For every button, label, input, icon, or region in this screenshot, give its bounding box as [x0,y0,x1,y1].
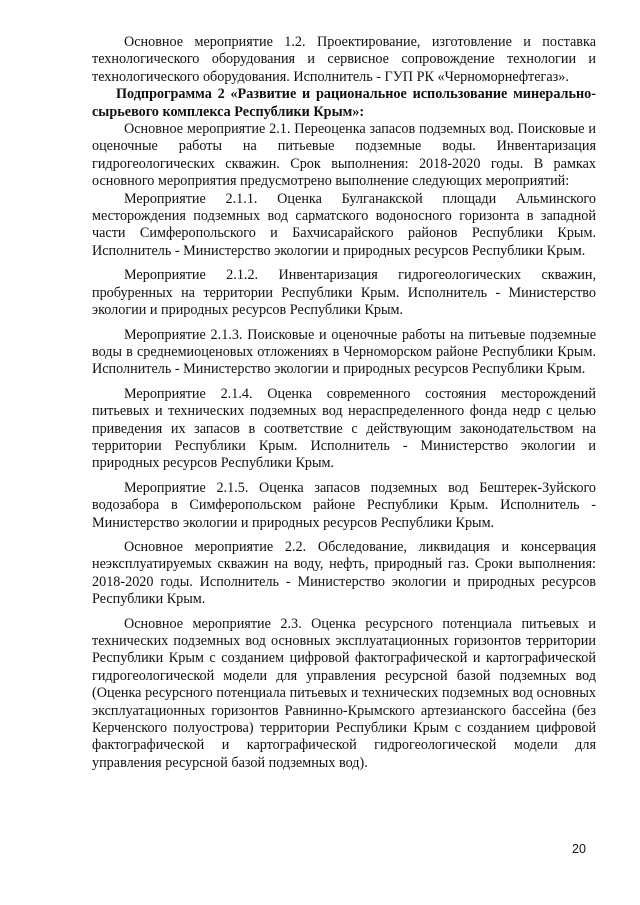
paragraph-event-2-1-2: Мероприятие 2.1.2. Инвентаризация гидрогеологических скважин, пробуренных на территории Республики Крым. Исполнитель - Министерство экологии и природных ресурсов Республики Крым. [92,267,596,319]
paragraph-event-2-1-5: Мероприятие 2.1.5. Оценка запасов подземных вод Бештерек-Зуйского водозабора в Симферопольском районе Республики Крым. Исполнитель - Министерство экологии и природных ресурсов Республики Крым. [92,479,596,531]
paragraph-main-event-2-1: Основное мероприятие 2.1. Переоценка запасов подземных вод. Поисковые и оценочные работы на питьевые подземные воды. Инвентаризация гидрогеологических скважин. Срок выполнения: 2018-2020 годы. В рамках основного мероприятия предусмотрено выполнение следующих мероприятий: [92,121,596,190]
page-number: 20 [572,842,586,856]
paragraph-event-2-1-4: Мероприятие 2.1.4. Оценка современного состояния месторождений питьевых и технических подземных вод нераспределенного фонда недр с целью приведения их запасов в соответствие с действующим законодательством на территории Республики Крым. Исполнитель - Министерство экологии и природных ресурсов Республики Крым. [92,385,596,472]
paragraph-event-2-1-3: Мероприятие 2.1.3. Поисковые и оценочные работы на питьевые подземные воды в среднемиоценовых отложениях в Черноморском районе Республики Крым. Исполнитель - Министерство экологии и природных ресурсов Республики Крым. [92,326,596,378]
paragraph-main-event-2-3: Основное мероприятие 2.3. Оценка ресурсного потенциала питьевых и технических подземных вод основных эксплуатационных горизонтов территории Республики Крым с созданием цифровой фактографической и картографической гидрогеологической модели для управления ресурсной базой подземных вод (Оценка ресурсного потенциала питьевых и технических подземных вод основных эксплуатационных горизонтов Равнинно-Крымского артезианского бассейна (без Керченского полуострова) территории Республики Крым с созданием цифровой фактографической и картографической гидрогеологической модели для управления ресурсной базой подземных вод). [92,615,596,771]
paragraph-event-2-1-1: Мероприятие 2.1.1. Оценка Булганакской площади Альминского месторождения подземных вод сарматского водоносного горизонта в западной части Симферопольского и Бахчисарайского районов Республики Крым. Исполнитель - Министерство экологии и природных ресурсов Республики Крым. [92,190,596,259]
document-body [92,34,596,779]
paragraph-main-event-2-2: Основное мероприятие 2.2. Обследование, ликвидация и консервация неэксплуатируемых скважин на воду, нефть, природный газ. Сроки выполнения: 2018-2020 годы. Исполнитель - Министерство экологии и природных ресурсов Республики Крым. [92,538,596,608]
subprogram-2-heading: Подпрограмма 2 «Развитие и рациональное использование минерально-сырьевого комплекса Республики Крым»: [92,86,596,120]
paragraph-main-event-1-2: Основное мероприятие 1.2. Проектирование, изготовление и поставка технологического оборудования и сервисное сопровождение технологии и технологического оборудования. Исполнитель - ГУП РК «Черноморнефтегаз». [92,34,596,85]
